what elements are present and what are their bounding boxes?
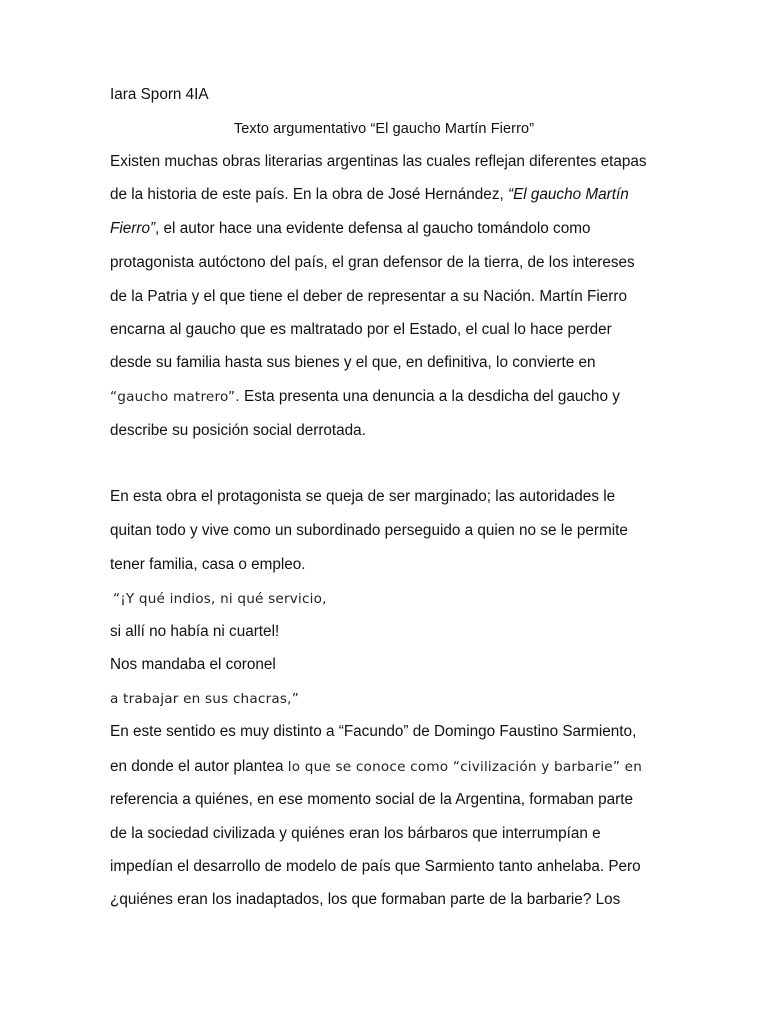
paragraph-1-line-9: describe su posición social derrotada. xyxy=(110,422,366,439)
paragraph-2-line-2: quitan todo y vive como un subordinado perseguido a quien no se le permite xyxy=(110,522,628,539)
verse-line-1: “¡Y qué indios, ni qué servicio, xyxy=(113,591,327,607)
paragraph-3-line-4: de la sociedad civilizada y quiénes eran los bárbaros que interrumpían e xyxy=(110,825,601,842)
paragraph-1-line-5: de la Patria y el que tiene el deber de representar a su Nación. Martín Fierro xyxy=(110,288,627,305)
text-span: de la historia de este país. En la obra de José Hernández, xyxy=(110,186,508,203)
paragraph-1-line-8 xyxy=(110,387,620,407)
paragraph-2-line-3: tener familia, casa o empleo. xyxy=(110,556,306,573)
verse-line-4: a trabajar en sus chacras,” xyxy=(110,691,299,707)
quoted-term: “gaucho matrero”. xyxy=(110,389,240,405)
document-title: Texto argumentativo “El gaucho Martín Fierro” xyxy=(233,121,535,137)
paragraph-3-line-3: referencia a quiénes, en ese momento social de la Argentina, formaban parte xyxy=(110,791,633,808)
paragraph-1-line-1: Existen muchas obras literarias argentinas las cuales reflejan diferentes etapas xyxy=(110,153,647,170)
quoted-term: lo que se conoce como “civilización y barbarie” en xyxy=(287,759,643,775)
paragraph-1-line-3 xyxy=(110,219,590,239)
paragraph-1-line-7: desde su familia hasta sus bienes y el que, en definitiva, lo convierte en xyxy=(110,354,596,371)
author-line: Iara Sporn 4IA xyxy=(110,86,209,103)
verse-line-3: Nos mandaba el coronel xyxy=(110,656,276,673)
paragraph-3-line-6: ¿quiénes eran los inadaptados, los que formaban parte de la barbarie? Los xyxy=(110,891,621,908)
book-title-italic: “El gaucho Martín xyxy=(507,186,629,203)
text-span: en donde el autor plantea xyxy=(110,758,288,775)
text-span: Esta presenta una denuncia a la desdicha del gaucho y xyxy=(239,388,620,405)
paragraph-1-line-6: encarna al gaucho que es maltratado por el Estado, el cual lo hace perder xyxy=(110,321,612,338)
paragraph-1-line-4: protagonista autóctono del país, el gran defensor de la tierra, de los intereses xyxy=(110,254,635,271)
paragraph-3-line-5: impedían el desarrollo de modelo de país que Sarmiento tanto anhelaba. Pero xyxy=(110,858,641,875)
verse-line-2: si allí no había ni cuartel! xyxy=(110,623,280,640)
book-title-italic: Fierro” xyxy=(110,220,156,237)
paragraph-1-line-2 xyxy=(110,185,629,205)
paragraph-3-line-2 xyxy=(110,757,642,777)
paragraph-3-line-1: En este sentido es muy distinto a “Facundo” de Domingo Faustino Sarmiento, xyxy=(110,723,637,740)
text-span: , el autor hace una evidente defensa al gaucho tomándolo como xyxy=(155,220,591,237)
paragraph-2-line-1: En esta obra el protagonista se queja de ser marginado; las autoridades le xyxy=(110,488,616,505)
